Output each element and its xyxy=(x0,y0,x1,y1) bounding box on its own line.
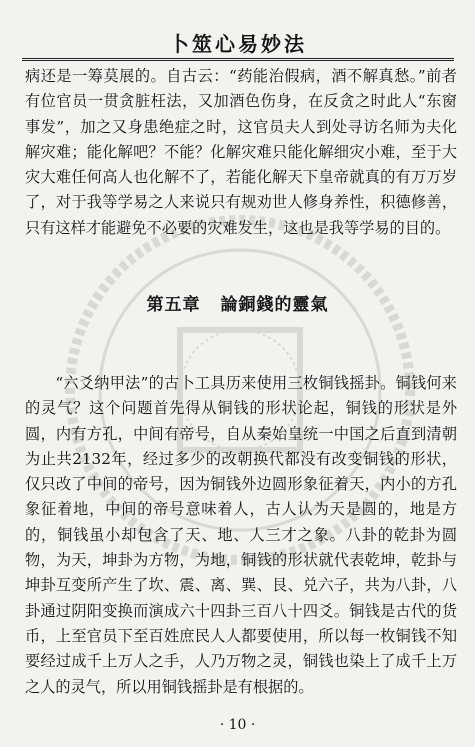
chapter-title: 論銅錢的靈氣 xyxy=(220,295,329,315)
paragraph-2: “六爻纳甲法”的古卜工具历来使用三枚铜钱摇卦。铜钱何来的灵气？这个问题首先得从铜钱的形状论起，铜钱的形状是外圆，内有方孔，中间有帝号，自从秦始皇统一中国之后直到清朝为止共2132年，经过多少的改朝换代都没有改变铜钱的形状，仅只改了中间的帝号，因为铜钱外边圆形象征着天，内小的方孔象征着地，中间的帝号意味着人，古人认为天是圆的，地是方的，铜钱虽小却包含了天、地、人三才之象。八卦的乾卦为圆物，为天，坤卦为方物，为地，铜钱的形状就代表乾坤，乾卦与坤卦互变所产生了坎、震、离、巽、艮、兑六子，共为八卦，八卦通过阴阳变换而演成六十四卦三百八十四爻。铜钱是古代的货币，上至官员下至百姓庶民人人都要使用，所以每一枚铜钱不知要经过成千上万人之手，人乃万物之灵，铜钱也染上了成千上万之人的灵气，所以用铜钱摇卦是有根据的。 xyxy=(25,374,457,696)
chapter-heading xyxy=(0,290,475,315)
chapter-number: 第五章 xyxy=(146,295,201,315)
page-number: · 10 · xyxy=(219,717,256,733)
running-header xyxy=(22,18,454,61)
paragraph-1: 病还是一筹莫展的。自古云：“药能治假病，酒不解真愁。”前者有位官员一贯贪脏枉法，又加酒色伤身，在反贪之时此人“东窗事发”，加之又身患绝症之时，这官员夫人到处寻访名师为夫化解灾难；能化解吧？不能？化解灾难只能化解细灾小难，至于大灾大难任何高人也化解不了，若能化解天下皇帝就真的有万万岁了，对于我等学易之人来说只有规劝世人修身养性，积德修善，只有这样才能避免不必要的灾难发生，这也是我等学易的目的。 xyxy=(25,67,457,237)
book-title: 卜筮心易妙法 xyxy=(169,32,307,56)
